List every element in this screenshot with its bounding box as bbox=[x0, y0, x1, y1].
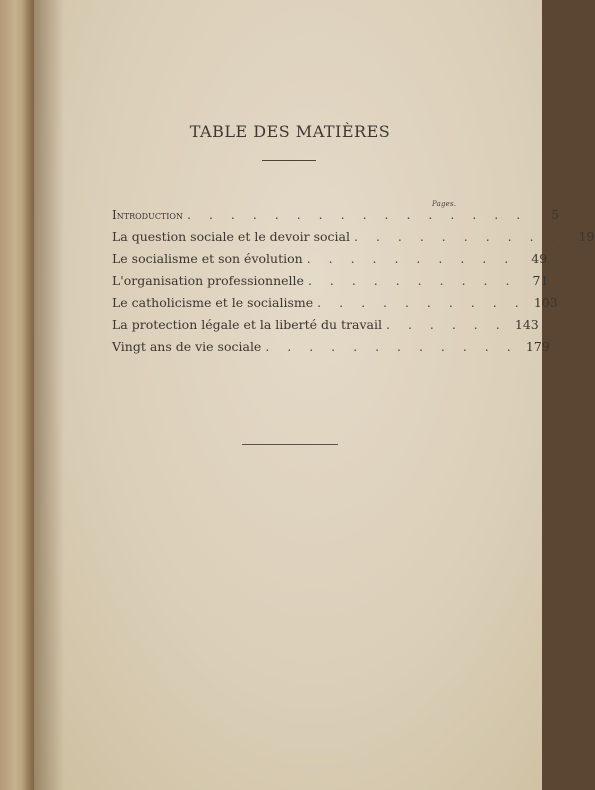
toc-entry bbox=[112, 317, 539, 339]
toc-entry bbox=[112, 251, 548, 273]
toc-entry-label: Le socialisme et son évolution bbox=[112, 251, 303, 266]
toc-entry bbox=[112, 295, 558, 317]
title-divider bbox=[262, 160, 316, 161]
dot-leader: . . . . . . . . . . bbox=[317, 295, 526, 310]
toc-entry-page: 103 bbox=[533, 295, 558, 310]
toc-entry bbox=[112, 207, 560, 229]
pages-column-header: Pages. bbox=[432, 200, 457, 208]
toc-entry-label: Le catholicisme et le socialisme bbox=[112, 295, 314, 310]
dot-leader: . . . . . . . . . . . . bbox=[265, 339, 518, 354]
table-of-contents bbox=[112, 207, 595, 361]
toc-entry-page: 19 bbox=[578, 229, 595, 244]
toc-entry-label: La question sociale et le devoir social bbox=[112, 229, 351, 244]
dot-leader: . . . . . . . . . . bbox=[354, 229, 563, 244]
end-divider bbox=[242, 444, 338, 445]
toc-entry-page: 49 bbox=[531, 251, 548, 266]
toc-entry-page: 71 bbox=[532, 273, 549, 288]
toc-entry-label: Vingt ans de vie sociale bbox=[112, 339, 262, 354]
toc-entry-page: 5 bbox=[551, 207, 560, 222]
dot-leader: . . . . . . . . . . . . . . . . bbox=[187, 207, 528, 222]
left-page-shadow bbox=[22, 0, 34, 790]
toc-entry bbox=[112, 339, 550, 361]
toc-entry bbox=[112, 273, 549, 295]
page-content bbox=[34, 0, 595, 790]
toc-entry-label: Introduction bbox=[112, 208, 183, 222]
dot-leader: . . . . . . bbox=[386, 317, 507, 332]
dot-leader: . . . . . . . . . . bbox=[306, 251, 516, 266]
toc-entry-page: 143 bbox=[514, 317, 539, 332]
dot-leader: . . . . . . . . . . bbox=[307, 273, 517, 288]
toc-entry-page: 179 bbox=[525, 339, 550, 354]
toc-entry bbox=[112, 229, 595, 251]
page-title: TABLE DES MATIÈRES bbox=[189, 122, 391, 141]
toc-entry-label: L'organisation professionnelle bbox=[112, 273, 304, 288]
toc-entry-label: La protection légale et la liberté du travail bbox=[112, 317, 383, 332]
